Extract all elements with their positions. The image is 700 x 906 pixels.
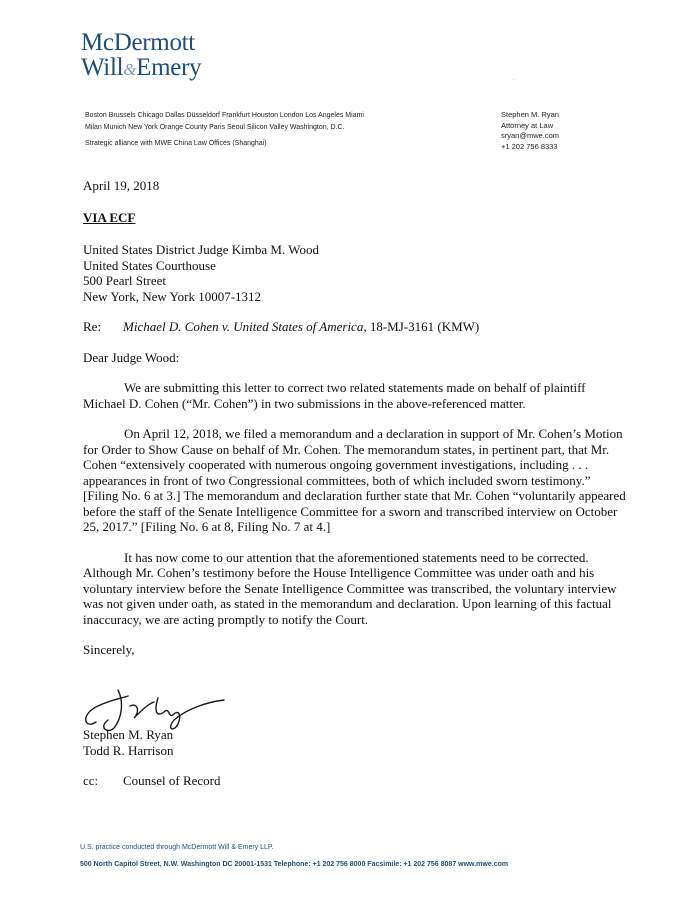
letter-date: April 19, 2018	[83, 178, 160, 193]
closing: Sincerely,	[83, 642, 135, 657]
address-line: 500 Pearl Street	[83, 273, 167, 288]
address-line: New York, New York 10007-1312	[83, 288, 262, 304]
case-number: , 18-MJ-3161 (KMW)	[363, 319, 480, 334]
re-label: Re:	[83, 319, 102, 334]
logo-emery: Emery	[136, 54, 202, 81]
logo-line-2	[81, 55, 201, 82]
office-line-1: Boston Brussels Chicago Dallas Düsseldorf Frankfurt Houston London Los Angeles Miami	[85, 112, 364, 119]
delivery-method: VIA ECF	[83, 209, 136, 225]
office-line-2: Milan Munich New York Orange County Paris Seoul Silicon Valley Washington, D.C.	[85, 123, 345, 131]
firm-logo	[81, 30, 201, 82]
salutation: Dear Judge Wood:	[83, 349, 180, 365]
attorney-name: Stephen M. Ryan	[501, 110, 559, 119]
attorney-email: sryan@mwe.com	[501, 131, 560, 140]
re-line	[83, 319, 628, 335]
body-paragraph: We are submitting this letter to correct two related statements made on behalf of plaintiff Michael D. Cohen (“Mr. Cohen”) in two submissions in the above-referenced matter.	[83, 380, 586, 411]
decorative-dot: .	[513, 76, 515, 82]
alliance-note: Strategic alliance with MWE China Law Offices (Shanghai)	[85, 140, 267, 147]
body-paragraph: On April 12, 2018, we filed a memorandum and a declaration in support of Mr. Cohen’s Motion for Order to Show Cause on behalf of Mr. Cohen. The memorandum states, in pertinent part, that Mr. Cohen “extensively cooperated with numerous ongoing government investigations, including . . . appearances in front of two Congressional committees, both of which included sworn testimony.” [Filing No. 6 at 3.] The memorandum and declaration further state that Mr. Cohen “voluntarily appeared before the staff of the Senate Intelligence Committee for a sworn and transcribed interview on October 25, 2017.” [Filing No. 6 at 8, Filing No. 7 at 4.]	[83, 426, 626, 534]
logo-line-1: McDermott	[81, 29, 195, 56]
footer-address: 500 North Capitol Street, N.W. Washington DC 20001-1531 Telephone: +1 202 756 8000 Facsimile: +1 202 756 8087 www.mwe.com	[80, 861, 509, 868]
cc-value: Counsel of Record	[123, 773, 221, 788]
logo-will: Will	[81, 54, 124, 81]
cc-label: cc:	[83, 773, 99, 788]
signer-name: Stephen M. Ryan	[83, 727, 174, 742]
attorney-phone: +1 202 756 8333	[501, 141, 558, 151]
letter-body	[83, 178, 628, 658]
signers	[83, 727, 173, 758]
footer-practice-note: U.S. practice conducted through McDermott Will & Emery LLP.	[80, 844, 274, 851]
recipient-address	[83, 242, 628, 304]
case-name: Michael D. Cohen v. United States of America	[123, 319, 364, 334]
signer-name: Todd R. Harrison	[83, 742, 174, 758]
address-line: United States Courthouse	[83, 257, 216, 273]
cc-line	[83, 773, 220, 789]
body-paragraph: It has now come to our attention that the aforementioned statements need to be corrected. Although Mr. Cohen’s testimony before the House Intelligence Committee was under oath and his voluntary interview before the Senate Intelligence Committee was transcribed, the voluntary interview was not given under oath, as stated in the memorandum and declaration. Upon learning of this factual inaccuracy, we are acting promptly to notify the Court.	[83, 549, 617, 627]
attorney-title: Attorney at Law	[501, 120, 554, 130]
office-list	[85, 110, 465, 150]
address-line: United States District Judge Kimba M. Wood	[83, 242, 319, 257]
attorney-block	[501, 110, 559, 152]
logo-ampersand: &	[123, 60, 137, 79]
